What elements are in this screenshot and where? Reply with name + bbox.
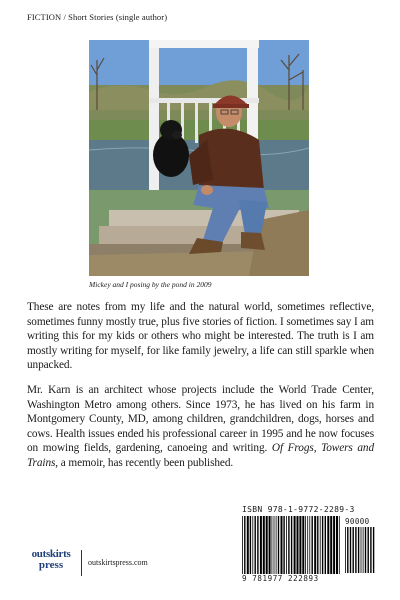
barcode-bar — [286, 516, 287, 574]
barcode-bar — [325, 516, 326, 574]
publisher-logo-line1: outskirts — [31, 548, 71, 560]
barcode-main — [242, 516, 342, 574]
barcode-bar — [320, 516, 321, 574]
barcode-bar — [274, 516, 275, 574]
barcode-block — [238, 505, 378, 585]
barcode-bar — [294, 516, 296, 574]
barcode-bar — [242, 516, 243, 574]
publisher-logo-line2: press — [38, 559, 64, 571]
barcode-bar — [272, 516, 273, 574]
barcode-bar — [327, 516, 329, 574]
barcode-bar — [302, 516, 304, 574]
barcode-bar — [309, 516, 310, 574]
barcode-bar — [314, 516, 316, 574]
barcode-addon-number: 90000 — [345, 517, 370, 526]
barcode-bar — [252, 516, 253, 574]
barcode-bar — [260, 516, 262, 574]
barcode-bar — [291, 516, 292, 574]
barcode-bar — [297, 516, 299, 574]
barcode-bar — [312, 516, 313, 574]
barcode-bar — [361, 527, 362, 573]
barcode-bar — [283, 516, 284, 574]
barcode-bar — [339, 516, 340, 574]
barcode-bar — [365, 527, 366, 573]
barcode-bar — [317, 516, 318, 574]
barcode-bar — [355, 527, 356, 573]
barcode-bar — [322, 516, 323, 574]
author-photo — [89, 40, 309, 276]
barcode-bar — [345, 527, 346, 573]
barcode-bar — [276, 516, 277, 574]
barcode-bar — [299, 516, 301, 574]
author-bio-text: Mr. Karn is an architect whose projects include the World Trade Center, Washington Metro among others. Since 1973, he has lived on his farm in Montgomery County, MD, among children, grandchildren, dogs, horses and cows. Health issues ended his professional career in 1995 and he now focuses on mowing fields, gardening, canoeing and writing. — [27, 384, 374, 455]
publisher-logo — [27, 548, 75, 578]
publisher-block — [27, 548, 207, 578]
barcode-addon — [345, 527, 375, 573]
barcode-bar — [257, 516, 258, 574]
author-bio-text-end: , a memoir, has recently been published. — [55, 456, 234, 469]
barcode-bar — [305, 516, 306, 574]
isbn-text: ISBN 978-1-9772-2289-3 — [242, 505, 355, 514]
book-title: Of Frogs, Towers and Trains — [27, 442, 374, 469]
barcode-bar — [255, 516, 256, 574]
barcode-bar — [266, 516, 268, 574]
barcode-bar — [263, 516, 265, 574]
description-paragraph-1: These are notes from my life and the natural world, sometimes reflective, sometimes funny mostly true, plus five stories of fiction. I sometimes say I am writing this for my kids or others who might be interested. The truth is I am mostly writing for myself, for like family jewelry, a life can still sparkle when unpacked. — [27, 301, 374, 372]
barcode-bar — [358, 527, 359, 573]
barcode-bar — [368, 527, 369, 573]
barcode-bar — [288, 516, 289, 574]
barcode-bar — [250, 516, 251, 574]
barcode-bar — [363, 527, 364, 573]
barcode-bar — [244, 516, 245, 574]
barcode-bar — [350, 527, 351, 573]
photo-caption: Mickey and I posing by the pond in 2009 — [89, 280, 212, 289]
barcode-bar — [330, 516, 332, 574]
author-photo-illustration — [89, 40, 309, 276]
barcode-bar — [247, 516, 249, 574]
barcode-bar — [307, 516, 308, 574]
barcode-bar — [281, 516, 283, 574]
barcode-bar — [353, 527, 354, 573]
barcode-bar — [333, 516, 335, 574]
category-label: FICTION / Short Stories (single author) — [27, 12, 168, 22]
barcode-bar — [336, 516, 338, 574]
publisher-website: outskirtspress.com — [88, 558, 148, 567]
barcode-bar — [373, 527, 374, 573]
barcode-number: 9 781977 222893 — [242, 574, 319, 583]
barcode-bar — [278, 516, 279, 574]
publisher-divider — [81, 550, 82, 576]
barcode-bar — [269, 516, 271, 574]
description-paragraph-2 — [27, 383, 374, 471]
barcode-bar — [347, 527, 348, 573]
barcode-bar — [370, 527, 371, 573]
